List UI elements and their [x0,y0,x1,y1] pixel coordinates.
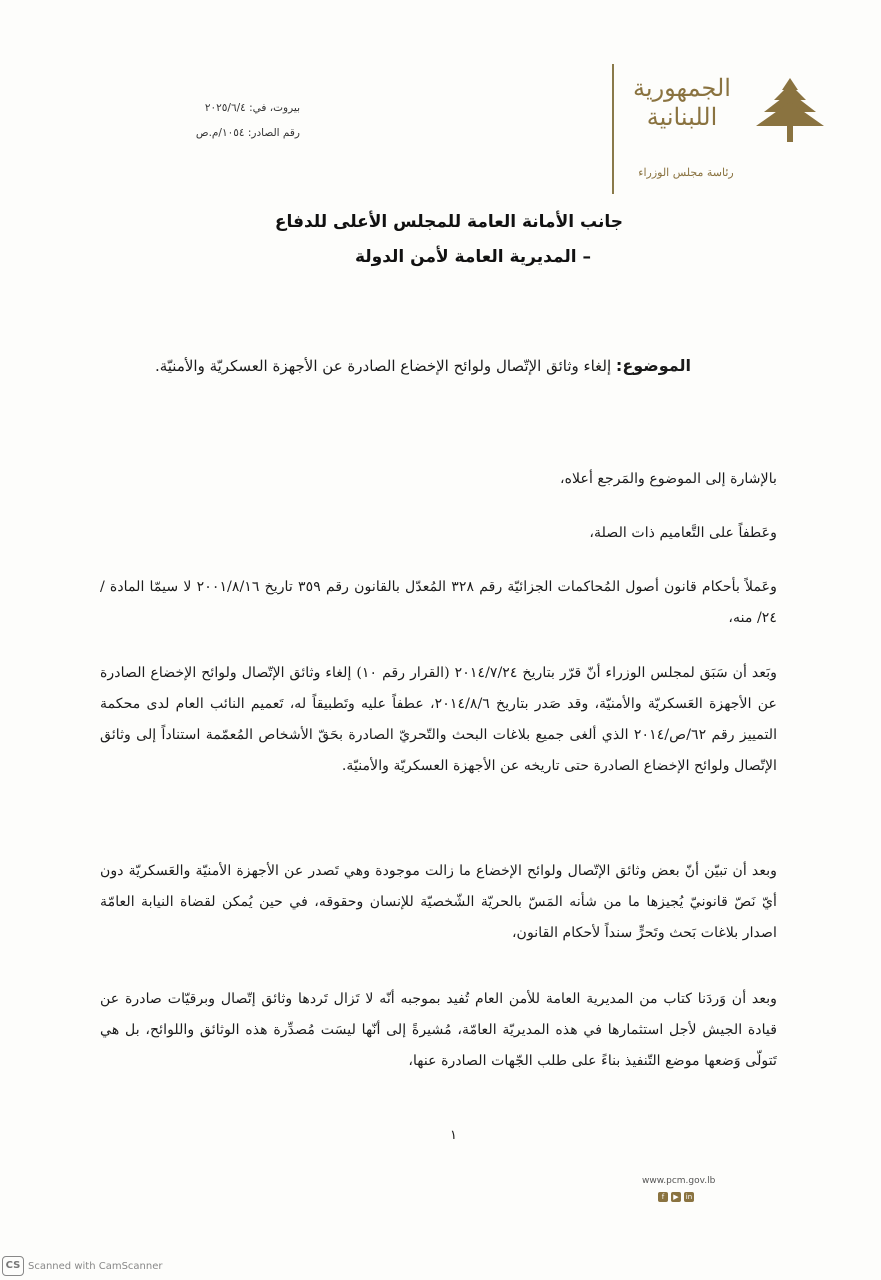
camscanner-text: Scanned with CamScanner [28,1260,163,1272]
linkedin-icon[interactable]: in [685,1193,693,1201]
youtube-icon[interactable]: ▶ [671,1192,681,1202]
subject-text: إلغاء وثائق الإتّصال ولوائح الإخضاع الصادرة عن الأجهزة العسكريّة والأمنيّة. [154,357,612,375]
paragraph-2: وعَطفاً على التَّعاميم ذات الصلة، [589,525,777,541]
facebook-icon[interactable]: f [658,1192,668,1202]
cedar-tree-icon [752,76,828,146]
addressee-line-1: جانب الأمانة العامة للمجلس الأعلى للدفاع [274,212,623,232]
subject-line [155,356,691,375]
paragraph-1: بالإشارة إلى الموضوع والمَرجع أعلاه، [560,471,777,487]
seal-line-1: الجمهورية [633,74,731,102]
presidency-of-council-label: رئاسة مجلس الوزراء [638,166,734,179]
paragraph-6: وبعد أن وَردَنا كتاب من المديرية العامة للأمن العام تُفيد بموجبه أنّه لا تَزال تَردها وثائق إتّصال وبرقيّات صادرة عن قيادة الجيش لأجل استثمارها في هذه المديريّة العامّة، مُشيرةً إلى أنّها ليسَت مُصدِّرة هذه الوثائق واللوائح، بل هي تَتولّى وَضعها موضع التّنفيذ بناءً على طلب الجّهات الصادرة عنها، [100,991,777,1069]
header-divider [612,64,614,194]
place-date: بيروت، في: ٢٠٢٥/٦/٤ [204,102,300,114]
camscanner-logo: CS [2,1256,24,1276]
addressee-line-2: – المديرية العامة لأمن الدولة [354,247,591,267]
paragraph-4: وبَعد أن سَبَق لمجلس الوزراء أنّ قرّر بتاريخ ٢٠١٤/٧/٢٤ (القرار رقم ١٠) إلغاء وثائق الإتّصال ولوائح الإخضاع الصادرة عن الأجهزة العَسكريّة والأمنيّة، وقد صَدر بتاريخ ٢٠١٤/٨/٦، عطفاً عليه وتَطبيقاً له، تَعميم النائب العام لدى محكمة التمييز رقم ٦٢/ص/٢٠١٤ الذي ألغى جميع بلاغات البحث والتّحريّ الصادرة بحَقّ الأشخاص المُعمّمة استناداً إلى وثائق الإتّصال ولوائح الإخضاع الصادرة حتى تاريخه عن الأجهزة العسكريّة والأمنيّة. [100,665,778,774]
camscanner-watermark [2,1256,163,1276]
seal-line-2: اللبنانية [646,103,718,131]
paragraph-3: وعَملاً بأحكام قانون أصول المُحاكمات الجزائيّة رقم ٣٢٨ المُعدّل بالقانون رقم ٣٥٩ تاريخ ٢٠٠١/٨/١٦ لا سيمّا المادة /٢٤/ منه، [100,579,778,626]
state-emblem-text [618,74,746,132]
letter-meta [140,96,300,146]
reference-number: رقم الصادر: ١٠٥٤/م.ص [195,127,300,139]
website-link[interactable]: www.pcm.gov.lb [642,1176,716,1186]
paragraph-5: وبعد أن تبيّن أنّ بعض وثائق الإتّصال ولوائح الإخضاع ما زالت موجودة وهي تَصدر عن الأجهزة الأمنيّة والعَسكريّة دون أيّ نَصّ قانونيّ يُجيزها ما من شأنه المَسّ بالحريّة الشّخصيّة للإنسان وحقوقه، في حين يُمكن لقضاة النيابة العامّة اصدار بلاغات بَحث وتَحرٍّ سنداً لأحكام القانون، [100,863,777,941]
subject-label: الموضوع: [615,356,691,375]
page-number: ١ [450,1128,457,1143]
social-icons [658,1192,694,1202]
